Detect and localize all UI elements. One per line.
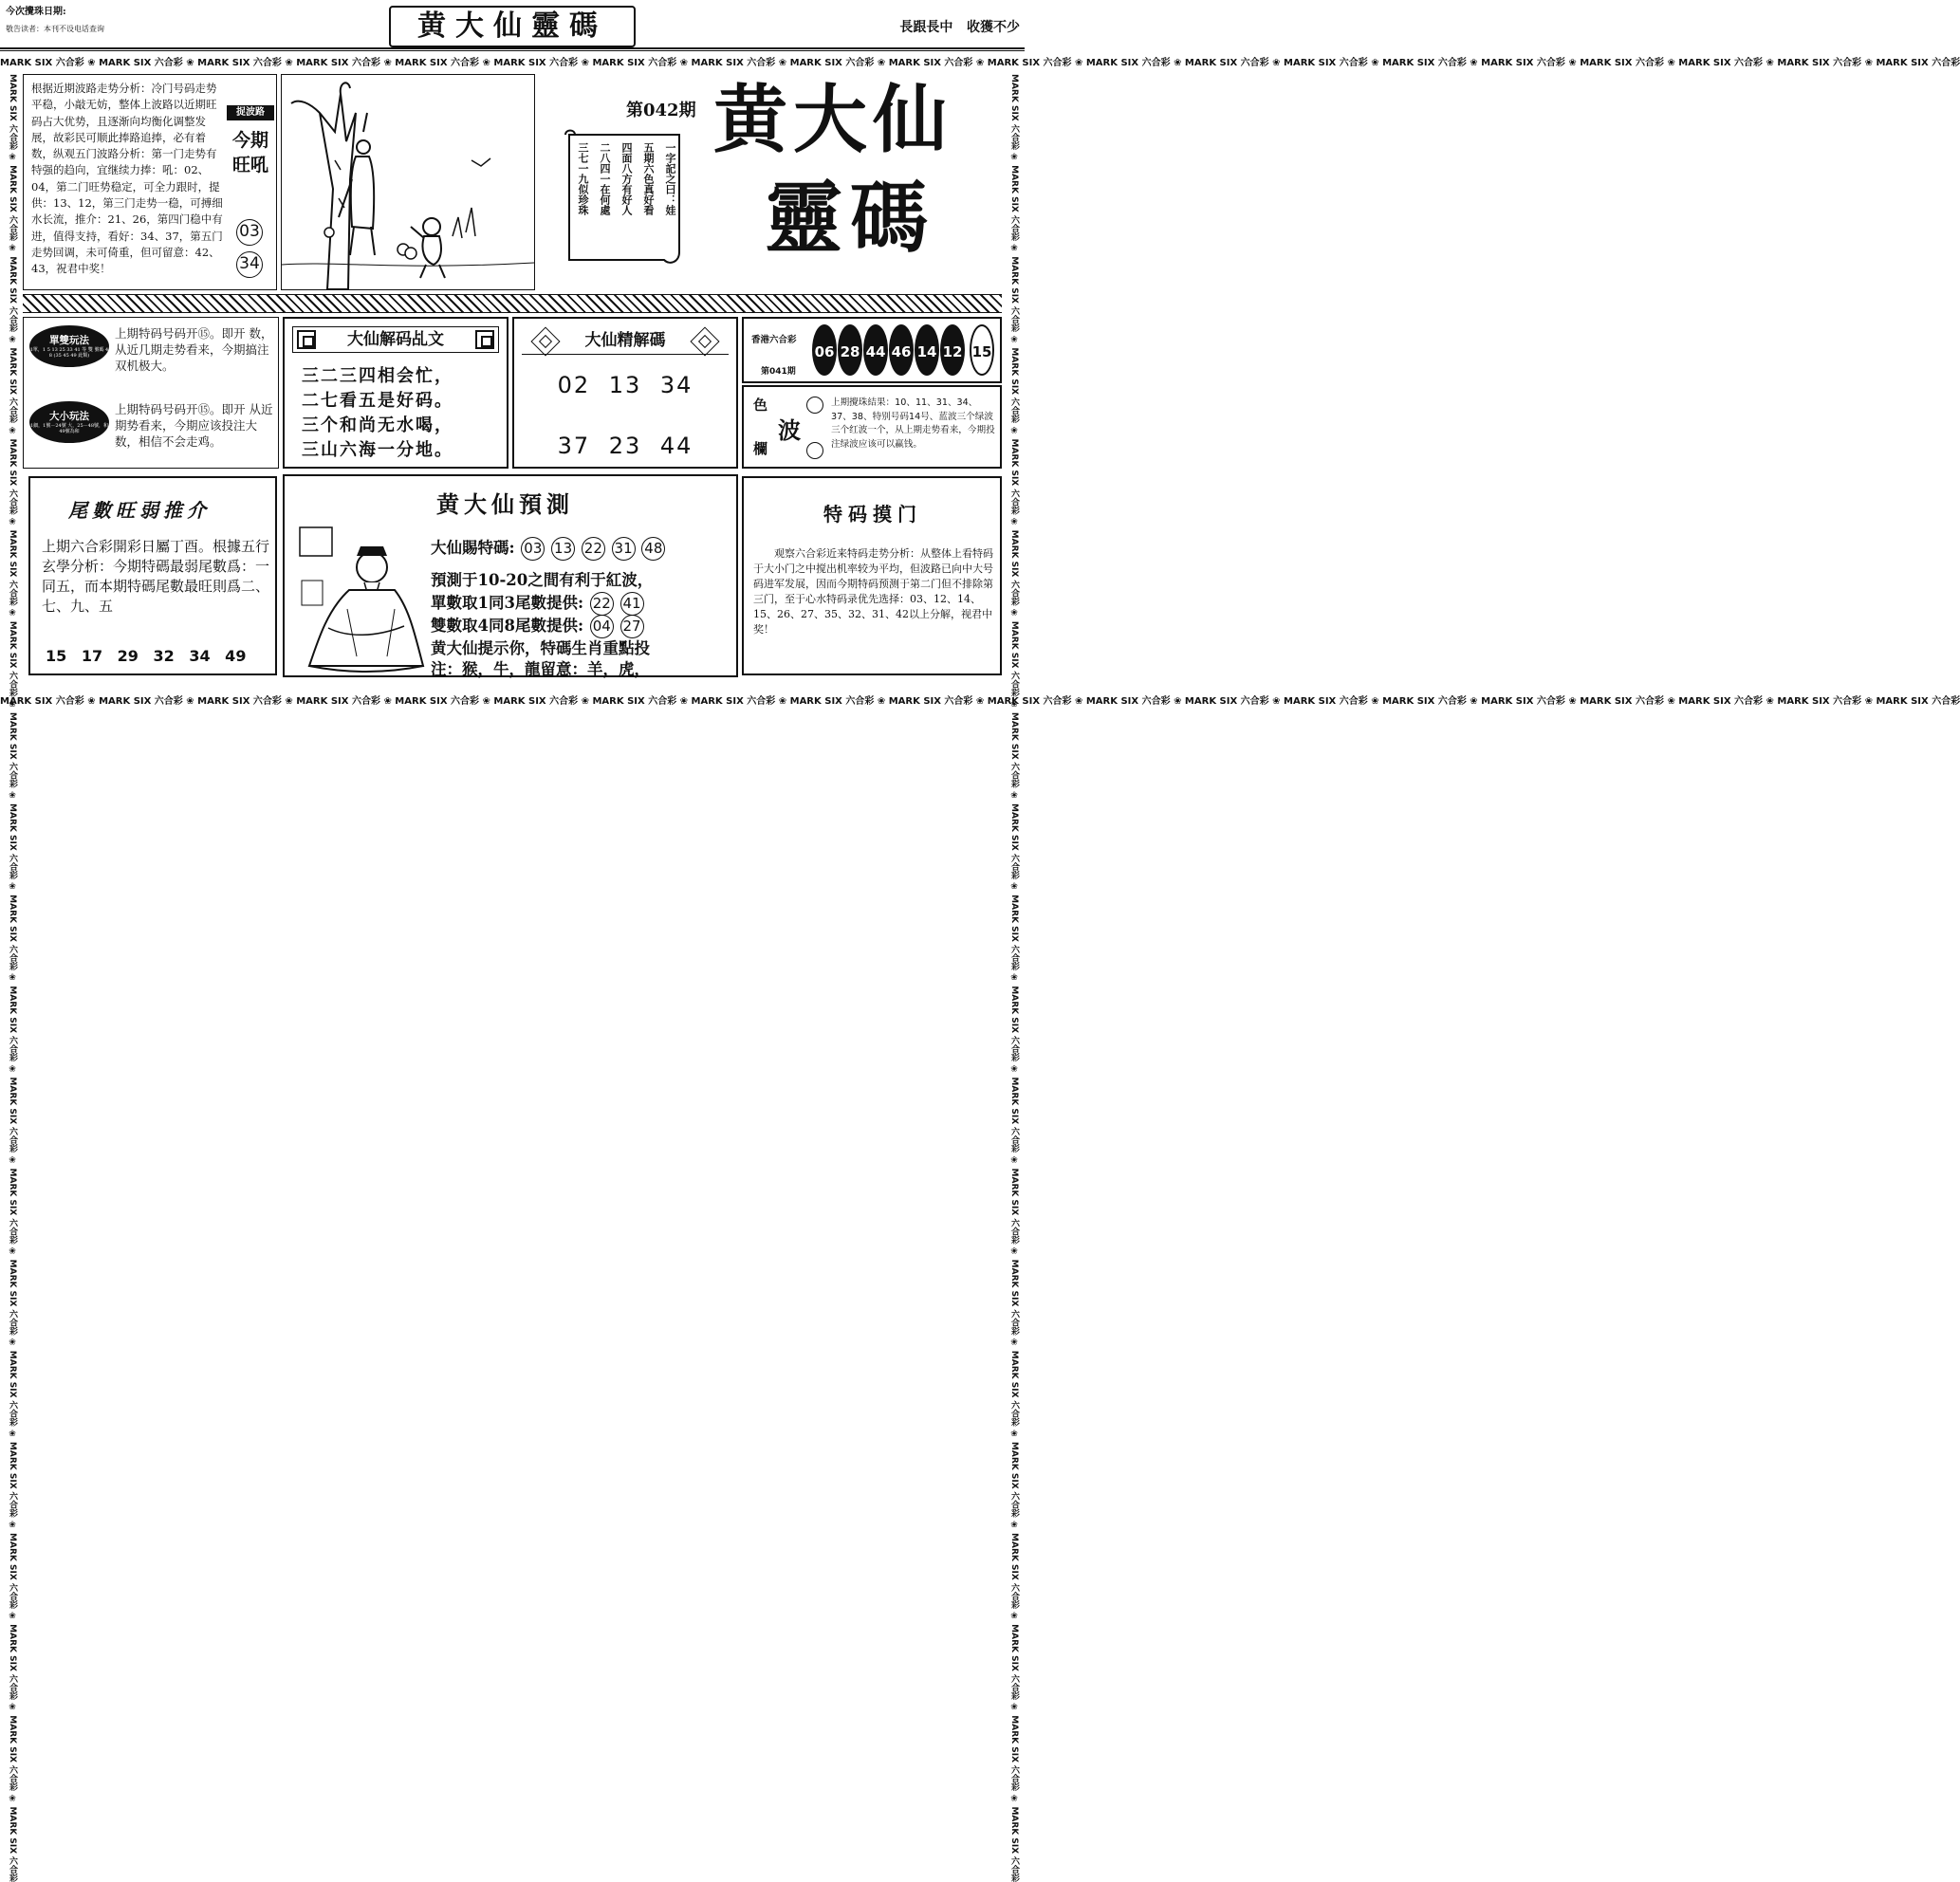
fine-decode-title-bar [522, 326, 729, 355]
illustration-drawing [282, 75, 534, 289]
frame-band-text: MARK SIX 六合彩 ❀ MARK SIX 六合彩 ❀ MARK SIX 六合彩 ❀ MARK SIX 六合彩 ❀ MARK SIX 六合彩 ❀ MARK SIX 六合彩 ❀ MARK SIX 六合彩 ❀ MARK SIX 六合彩 ❀ MARK SIX 六合彩 ❀ MARK SIX 六合彩 ❀ MARK SIX 六合彩 ❀ MARK SIX 六合彩 ❀ MARK SIX 六合彩 ❀ MARK SIX 六合彩 ❀ MARK SIX 六合彩 ❀ MARK SIX 六合彩 ❀ MARK SIX 六合彩 ❀ MARK SIX 六合彩 ❀ MARK SIX 六合彩 ❀ MARK SIX 六合彩 [0, 58, 1960, 68]
color-wave-box [742, 385, 1002, 469]
reader-notice: 敬告读者：本刊不设电话查询 [6, 25, 104, 33]
result-ball: 46 [889, 324, 914, 376]
frame-band-text: MARK SIX 六合彩 ❀ MARK SIX 六合彩 ❀ MARK SIX 六合彩 ❀ MARK SIX 六合彩 ❀ MARK SIX 六合彩 ❀ MARK SIX 六合彩 ❀ MARK SIX 六合彩 ❀ MARK SIX 六合彩 ❀ MARK SIX 六合彩 ❀ MARK SIX 六合彩 ❀ MARK SIX 六合彩 ❀ MARK SIX 六合彩 ❀ MARK SIX 六合彩 ❀ MARK SIX 六合彩 ❀ MARK SIX 六合彩 ❀ MARK SIX 六合彩 ❀ MARK SIX 六合彩 ❀ MARK SIX 六合彩 ❀ MARK SIX 六合彩 ❀ MARK SIX 六合彩 [8, 74, 17, 1882]
scroll-column: 一字記之曰：娃 [664, 142, 676, 215]
even-number: 27 [620, 615, 644, 638]
square-ornament-icon [297, 330, 316, 349]
color-wave-title-2: 波 [778, 416, 801, 444]
color-wave-title-1: 色 [753, 397, 768, 414]
circle-ornament-icon [806, 442, 823, 459]
color-wave-text: 上期攪珠結果：10、11、31、34、37、38、特别号码14号、蓝波三个绿波三个红波一个，从上期走势看来，今期投注绿波应该可以赢钱。 [831, 397, 995, 450]
frame-band-top [0, 55, 1960, 72]
tail-number-text: 上期六合彩開彩日屬丁酉。根據五行玄學分析：今期特碼最弱尾數爲：一同五，而本期特碼尾數最旺則爲二、七、九、五 [42, 538, 270, 615]
gift-number: 31 [612, 537, 636, 561]
frame-band-bottom [0, 693, 1960, 710]
tail-number-picks: 15 17 29 32 34 49 [46, 647, 247, 665]
even-number: 04 [590, 615, 614, 638]
play-methods-box [23, 317, 279, 469]
header-slogan [816, 17, 1020, 36]
poem-line: 三二三四相会忙， [302, 366, 453, 386]
result-ball: 28 [838, 324, 862, 376]
tail-number-title: 尾數旺弱推介 [68, 499, 211, 522]
odd-prefix: 單數取1同3尾數提供: [431, 594, 584, 612]
big-small-title: 大小玩法 [49, 411, 89, 422]
wave-tag: 捉波路 [227, 105, 274, 120]
wave-analysis-text: 根据近期波路走势分析：冷门号码走势平稳，小敲无妨，整体上波路以近期旺码占大优势，且逐渐向均衡化调整发展，故彩民可顺此捧路追捧，必有着数，纵观五门波路分析：第一门走势有特强的趋向，宜继续力捧：吼：02、04，第二门旺势稳定，可全力跟时，提供：13、12，第三门走势一稳，可搏细水长流，推介：21、26，第四门稳中有进，值得支持，看好：34、37，第五门走势回调，未可倚重，但可留意：42、43，祝君中奖！ [31, 82, 223, 276]
result-ball: 06 [812, 324, 837, 376]
slogan-right: 收獲不少 [967, 20, 1020, 35]
gift-number: 13 [551, 537, 575, 561]
fine-decode-title: 大仙精解碼 [584, 331, 666, 350]
scroll-column: 二八四一在何處 [599, 142, 611, 215]
slogan-left: 長跟長中 [899, 20, 953, 35]
wave-analysis-box [23, 74, 277, 290]
odd-even-oval [29, 325, 109, 367]
big-small-sub: 1細，1號－24號 大，25－48號，和49號為和 [29, 423, 109, 434]
odd-even-text: 上期特码号码开⑮。即开 数，从近几期走势看来，今期搞注双机极大。 [115, 326, 273, 373]
logo-line2: 靈碼 [765, 173, 936, 264]
poem-line: 三个和尚无水喝， [302, 415, 453, 435]
wave-number: 34 [236, 251, 263, 278]
fine-decode-row: 02 13 34 [557, 372, 693, 398]
big-small-text: 上期特码号码开⑮。即开 从近期势看来，今期应该投注大数，相信不会走鸡。 [115, 402, 273, 449]
poem-line: 三山六海一分地。 [302, 440, 453, 460]
special-number-text: 观察六合彩近来特码走势分析：从整体上看特码于大小门之中搅出机率较为平均，但波路已向中大号码进军发展，因而今期特码预测于第二门但不排除第三门，至于心水特码录优先选择：03、12、14、15、26、27、35、32、31、42以上分解，视君中奖！ [753, 547, 993, 636]
odd-number: 22 [590, 592, 614, 616]
gift-label: 大仙賜特碼: [431, 539, 515, 557]
fine-decode-box [512, 317, 738, 469]
hk-lottery-label: 香港六合彩 [751, 335, 797, 345]
prediction-odd-line [431, 590, 736, 616]
prediction-gift-line [431, 535, 736, 561]
wave-title: 今期旺吼 [231, 130, 268, 175]
oracle-poem-title-bar [292, 326, 499, 353]
issue-number: 第042期 [626, 101, 696, 120]
prediction-line: 預測于10-20之間有利于紅波， [431, 571, 654, 589]
prediction-box [283, 474, 738, 677]
big-small-oval [29, 401, 109, 443]
scroll-column: 五期六色真好看 [642, 142, 655, 215]
circle-ornament-icon [806, 397, 823, 414]
page-title: 黄大仙靈碼 [389, 6, 636, 47]
special-ball: 15 [970, 324, 994, 376]
poem-line: 二七看五是好码。 [302, 391, 453, 411]
special-number-box [742, 476, 1002, 675]
even-prefix: 雙數取4同8尾數提供: [431, 617, 584, 635]
prediction-title: 黄大仙預測 [436, 490, 574, 518]
oracle-poem-title: 大仙解码乩文 [347, 330, 444, 349]
prediction-line: 注：猴，牛，龍留意：羊，虎， [431, 660, 650, 678]
last-issue-label: 第041期 [761, 367, 796, 377]
square-ornament-icon [475, 330, 494, 349]
odd-even-sub: 1單，1 5 13 25 33 41 等 雙 號碼 4 8 (35 45 49 此類) [29, 347, 109, 359]
prediction-line: 黄大仙提示你，特碼生肖重點投 [431, 639, 650, 657]
color-wave-title-3: 欄 [753, 440, 768, 457]
result-ball: 14 [915, 324, 939, 376]
header-rule [0, 47, 1025, 51]
header-left [6, 4, 309, 46]
draw-date-label: 今次攪珠日期: [6, 7, 66, 17]
odd-even-title: 單雙玩法 [49, 335, 89, 346]
result-ball: 44 [863, 324, 888, 376]
gift-number: 48 [641, 537, 665, 561]
scroll-poem [562, 127, 687, 269]
wave-number: 03 [236, 219, 263, 246]
gift-number: 22 [582, 537, 605, 561]
odd-number: 41 [620, 592, 644, 616]
last-draw-results [742, 317, 1002, 383]
prediction-even-line [431, 613, 736, 638]
immortal-illustration [281, 74, 535, 290]
frame-band-text: MARK SIX 六合彩 ❀ MARK SIX 六合彩 ❀ MARK SIX 六合彩 ❀ MARK SIX 六合彩 ❀ MARK SIX 六合彩 ❀ MARK SIX 六合彩 ❀ MARK SIX 六合彩 ❀ MARK SIX 六合彩 ❀ MARK SIX 六合彩 ❀ MARK SIX 六合彩 ❀ MARK SIX 六合彩 ❀ MARK SIX 六合彩 ❀ MARK SIX 六合彩 ❀ MARK SIX 六合彩 ❀ MARK SIX 六合彩 ❀ MARK SIX 六合彩 ❀ MARK SIX 六合彩 ❀ MARK SIX 六合彩 ❀ MARK SIX 六合彩 ❀ MARK SIX 六合彩 [0, 696, 1960, 707]
logo-line1: 黄大仙 [713, 77, 953, 163]
oracle-poem-box [283, 317, 508, 469]
fine-decode-row: 37 23 44 [557, 433, 693, 459]
scroll-column: 四面八方有好人 [620, 142, 633, 215]
diamond-ornament-icon [530, 326, 560, 356]
tail-number-box [28, 476, 277, 675]
frame-band-left [4, 74, 19, 1882]
frame-band-text: MARK SIX 六合彩 ❀ MARK SIX 六合彩 ❀ MARK SIX 六合彩 ❀ MARK SIX 六合彩 ❀ MARK SIX 六合彩 ❀ MARK SIX 六合彩 ❀ MARK SIX 六合彩 ❀ MARK SIX 六合彩 ❀ MARK SIX 六合彩 ❀ MARK SIX 六合彩 ❀ MARK SIX 六合彩 ❀ MARK SIX 六合彩 ❀ MARK SIX 六合彩 ❀ MARK SIX 六合彩 ❀ MARK SIX 六合彩 ❀ MARK SIX 六合彩 ❀ MARK SIX 六合彩 ❀ MARK SIX 六合彩 ❀ MARK SIX 六合彩 ❀ MARK SIX 六合彩 [1009, 74, 1019, 1882]
result-ball: 12 [940, 324, 965, 376]
diamond-ornament-icon [690, 326, 719, 356]
sage-figure [290, 514, 429, 675]
pattern-divider [23, 294, 1002, 313]
scroll-column: 三七一九似珍珠 [577, 142, 589, 215]
frame-band-right [1006, 74, 1021, 1882]
special-number-title: 特码摸门 [823, 503, 922, 526]
gift-number: 03 [521, 537, 545, 561]
